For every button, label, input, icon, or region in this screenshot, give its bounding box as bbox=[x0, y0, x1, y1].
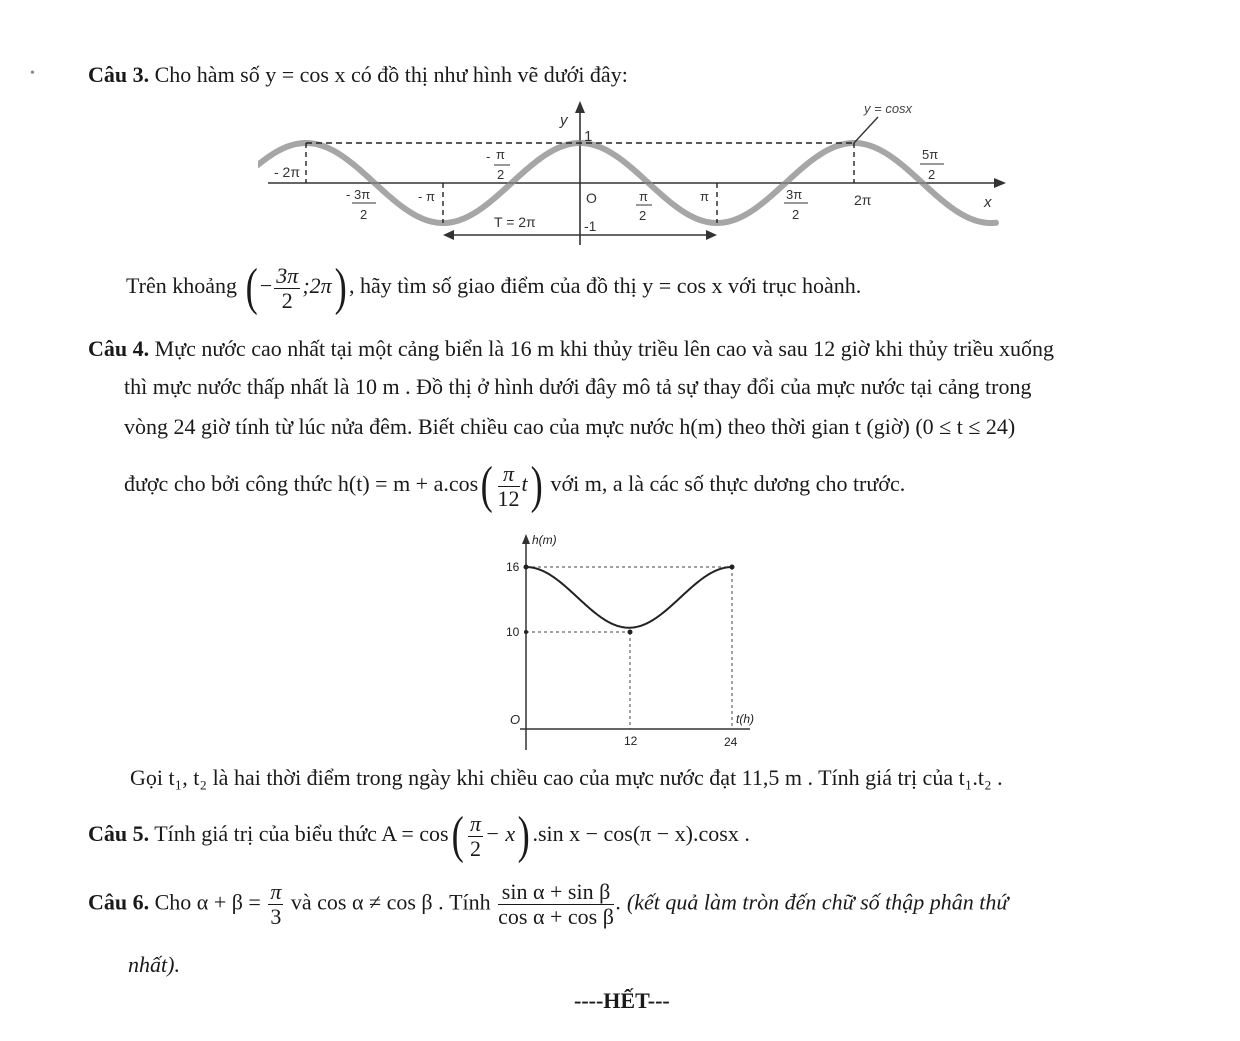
interval-num: 3π bbox=[276, 262, 299, 288]
tick-label-24: 24 bbox=[724, 735, 738, 749]
label-minus-one: -1 bbox=[584, 218, 597, 234]
q4-question: Gọi t₁, t₂ là hai thời điểm trong ngày khi chiều cao của mực nước đạt 11,5 m . Tính giá trị của t₁.t₂ . bbox=[130, 765, 1003, 790]
q5-post: .sin x − cos(π − x).cosx . bbox=[532, 821, 750, 847]
q5-minus-x: − x bbox=[484, 821, 516, 847]
point-24-16 bbox=[730, 565, 735, 570]
q6-cond-den: 3 bbox=[270, 904, 282, 929]
cosine-graph bbox=[258, 95, 1018, 255]
label-three-half-pi-den: 2 bbox=[792, 207, 800, 222]
label-minus-pi: - π bbox=[418, 189, 435, 204]
tide-graph bbox=[500, 530, 780, 755]
q6-note2: nhất). bbox=[128, 952, 180, 977]
tide-curve bbox=[526, 567, 732, 628]
label-half-pi-num: π bbox=[639, 189, 648, 204]
origin-label: O bbox=[586, 190, 597, 206]
label-minus-two-pi: - 2π bbox=[274, 164, 300, 180]
q5-den: 2 bbox=[469, 835, 481, 861]
q3-question-post: , hãy tìm số giao điểm của đồ thị y = cos x với trục hoành. bbox=[349, 273, 862, 299]
point-12-10 bbox=[628, 630, 633, 635]
period-arrow-right bbox=[706, 230, 717, 240]
q6-frac-den: cos α + cos β bbox=[498, 904, 614, 929]
label-three-half-pi-num: 3π bbox=[786, 187, 803, 202]
q6-mid: và cos α ≠ cos β . Tính bbox=[290, 889, 491, 915]
q5-pre: Tính giá trị của biểu thức A = cos bbox=[154, 821, 449, 847]
x-axis-label: x bbox=[984, 194, 992, 211]
label-neg-three-half-pi-num: 3π bbox=[354, 187, 371, 202]
q6-frac-num: sin α + sin β bbox=[498, 880, 614, 905]
q5-label: Câu 5. bbox=[88, 821, 150, 847]
q4-frac-num: π bbox=[498, 462, 520, 487]
q5 bbox=[88, 807, 750, 864]
q6 bbox=[88, 880, 1008, 929]
label-pi: π bbox=[700, 189, 709, 204]
tick-label-10: 10 bbox=[506, 625, 520, 639]
interval-fraction bbox=[274, 264, 300, 313]
q5-num: π bbox=[469, 810, 481, 836]
label-two-pi: 2π bbox=[854, 192, 872, 208]
q5-close-paren: ) bbox=[517, 807, 530, 864]
q6-note: . (kết quả làm tròn đến chữ số thập phân thứ bbox=[615, 889, 1009, 915]
margin-dot: • bbox=[30, 66, 35, 81]
q4-line4-post: với m, a là các số thực dương cho trước. bbox=[550, 471, 906, 497]
q6-pre: Cho α + β = bbox=[154, 889, 261, 915]
period-label: T = 2π bbox=[494, 214, 536, 230]
q4-line4 bbox=[124, 457, 906, 514]
q4-open-paren: ( bbox=[480, 457, 493, 514]
q4-close-paren: ) bbox=[530, 457, 543, 514]
q4-fraction bbox=[498, 462, 520, 511]
y-axis-label: y bbox=[560, 112, 568, 129]
q6-label: Câu 6. bbox=[88, 889, 150, 915]
minus-sign-neg-three-half-pi: - bbox=[346, 187, 351, 202]
tick-label-16: 16 bbox=[506, 560, 520, 574]
label-half-pi-den: 2 bbox=[639, 208, 647, 223]
q5-fraction bbox=[468, 812, 483, 861]
q4-line4-pre: được cho bởi công thức h(t) = m + a.cos bbox=[124, 471, 479, 497]
q6-main-fraction bbox=[498, 880, 614, 929]
tick-10 bbox=[524, 630, 528, 634]
interval-den: 2 bbox=[281, 287, 293, 313]
q3-question-pre: Trên khoảng bbox=[126, 273, 238, 299]
label-five-half-pi-num: 5π bbox=[922, 147, 939, 162]
q4-t: t bbox=[521, 471, 528, 497]
interval-end: ;2π bbox=[302, 273, 332, 299]
curve-label-pointer bbox=[854, 117, 878, 143]
end-marker: ----HẾT--- bbox=[574, 988, 670, 1013]
q4-line1-text: Mực nước cao nhất tại một cảng biển là 16 m khi thủy triều lên cao và sau 12 giờ khi thủy triều xuống bbox=[154, 336, 1055, 361]
q4-line1 bbox=[88, 336, 1054, 362]
label-neg-half-pi-den: 2 bbox=[497, 167, 505, 182]
q4-line3: vòng 24 giờ tính từ lúc nửa đêm. Biết chiều cao của mực nước h(m) theo thời gian t (giờ) (0 ≤ t ≤ 24) bbox=[124, 414, 1016, 439]
tick-label-12: 12 bbox=[624, 734, 638, 748]
tide-origin: O bbox=[510, 712, 521, 727]
point-0-16 bbox=[524, 565, 529, 570]
interval-minus: − bbox=[259, 273, 273, 299]
h-axis-arrow bbox=[522, 534, 530, 544]
q5-open-paren: ( bbox=[451, 807, 464, 864]
q4-line2: thì mực nước thấp nhất là 10 m . Đồ thị ở hình dưới đây mô tả sự thay đổi của mực nước tại cảng trong bbox=[124, 374, 1032, 399]
y-axis-arrow bbox=[575, 101, 585, 113]
t-axis-label: t(h) bbox=[736, 712, 754, 726]
h-axis-label: h(m) bbox=[532, 533, 557, 547]
label-five-half-pi-den: 2 bbox=[928, 167, 936, 182]
label-neg-half-pi-num: π bbox=[496, 147, 505, 162]
open-paren: ( bbox=[245, 259, 258, 316]
q6-cond-num: π bbox=[270, 879, 282, 904]
label-neg-three-half-pi-den: 2 bbox=[360, 207, 368, 222]
close-paren: ) bbox=[334, 259, 347, 316]
q6-cond-fraction bbox=[268, 880, 283, 929]
q4-label: Câu 4. bbox=[88, 336, 150, 361]
q3-label: Câu 3. bbox=[88, 62, 150, 87]
q3-question bbox=[126, 259, 862, 316]
label-one: 1 bbox=[584, 128, 593, 145]
minus-sign-neg-half-pi: - bbox=[486, 149, 491, 164]
period-arrow-left bbox=[443, 230, 454, 240]
x-axis-arrow bbox=[994, 178, 1006, 188]
curve-label: y = cosx bbox=[864, 101, 913, 116]
q4-frac-den: 12 bbox=[497, 485, 520, 511]
q3-header bbox=[88, 62, 628, 88]
q3-text: Cho hàm số y = cos x có đồ thị như hình vẽ dưới đây: bbox=[154, 62, 628, 87]
